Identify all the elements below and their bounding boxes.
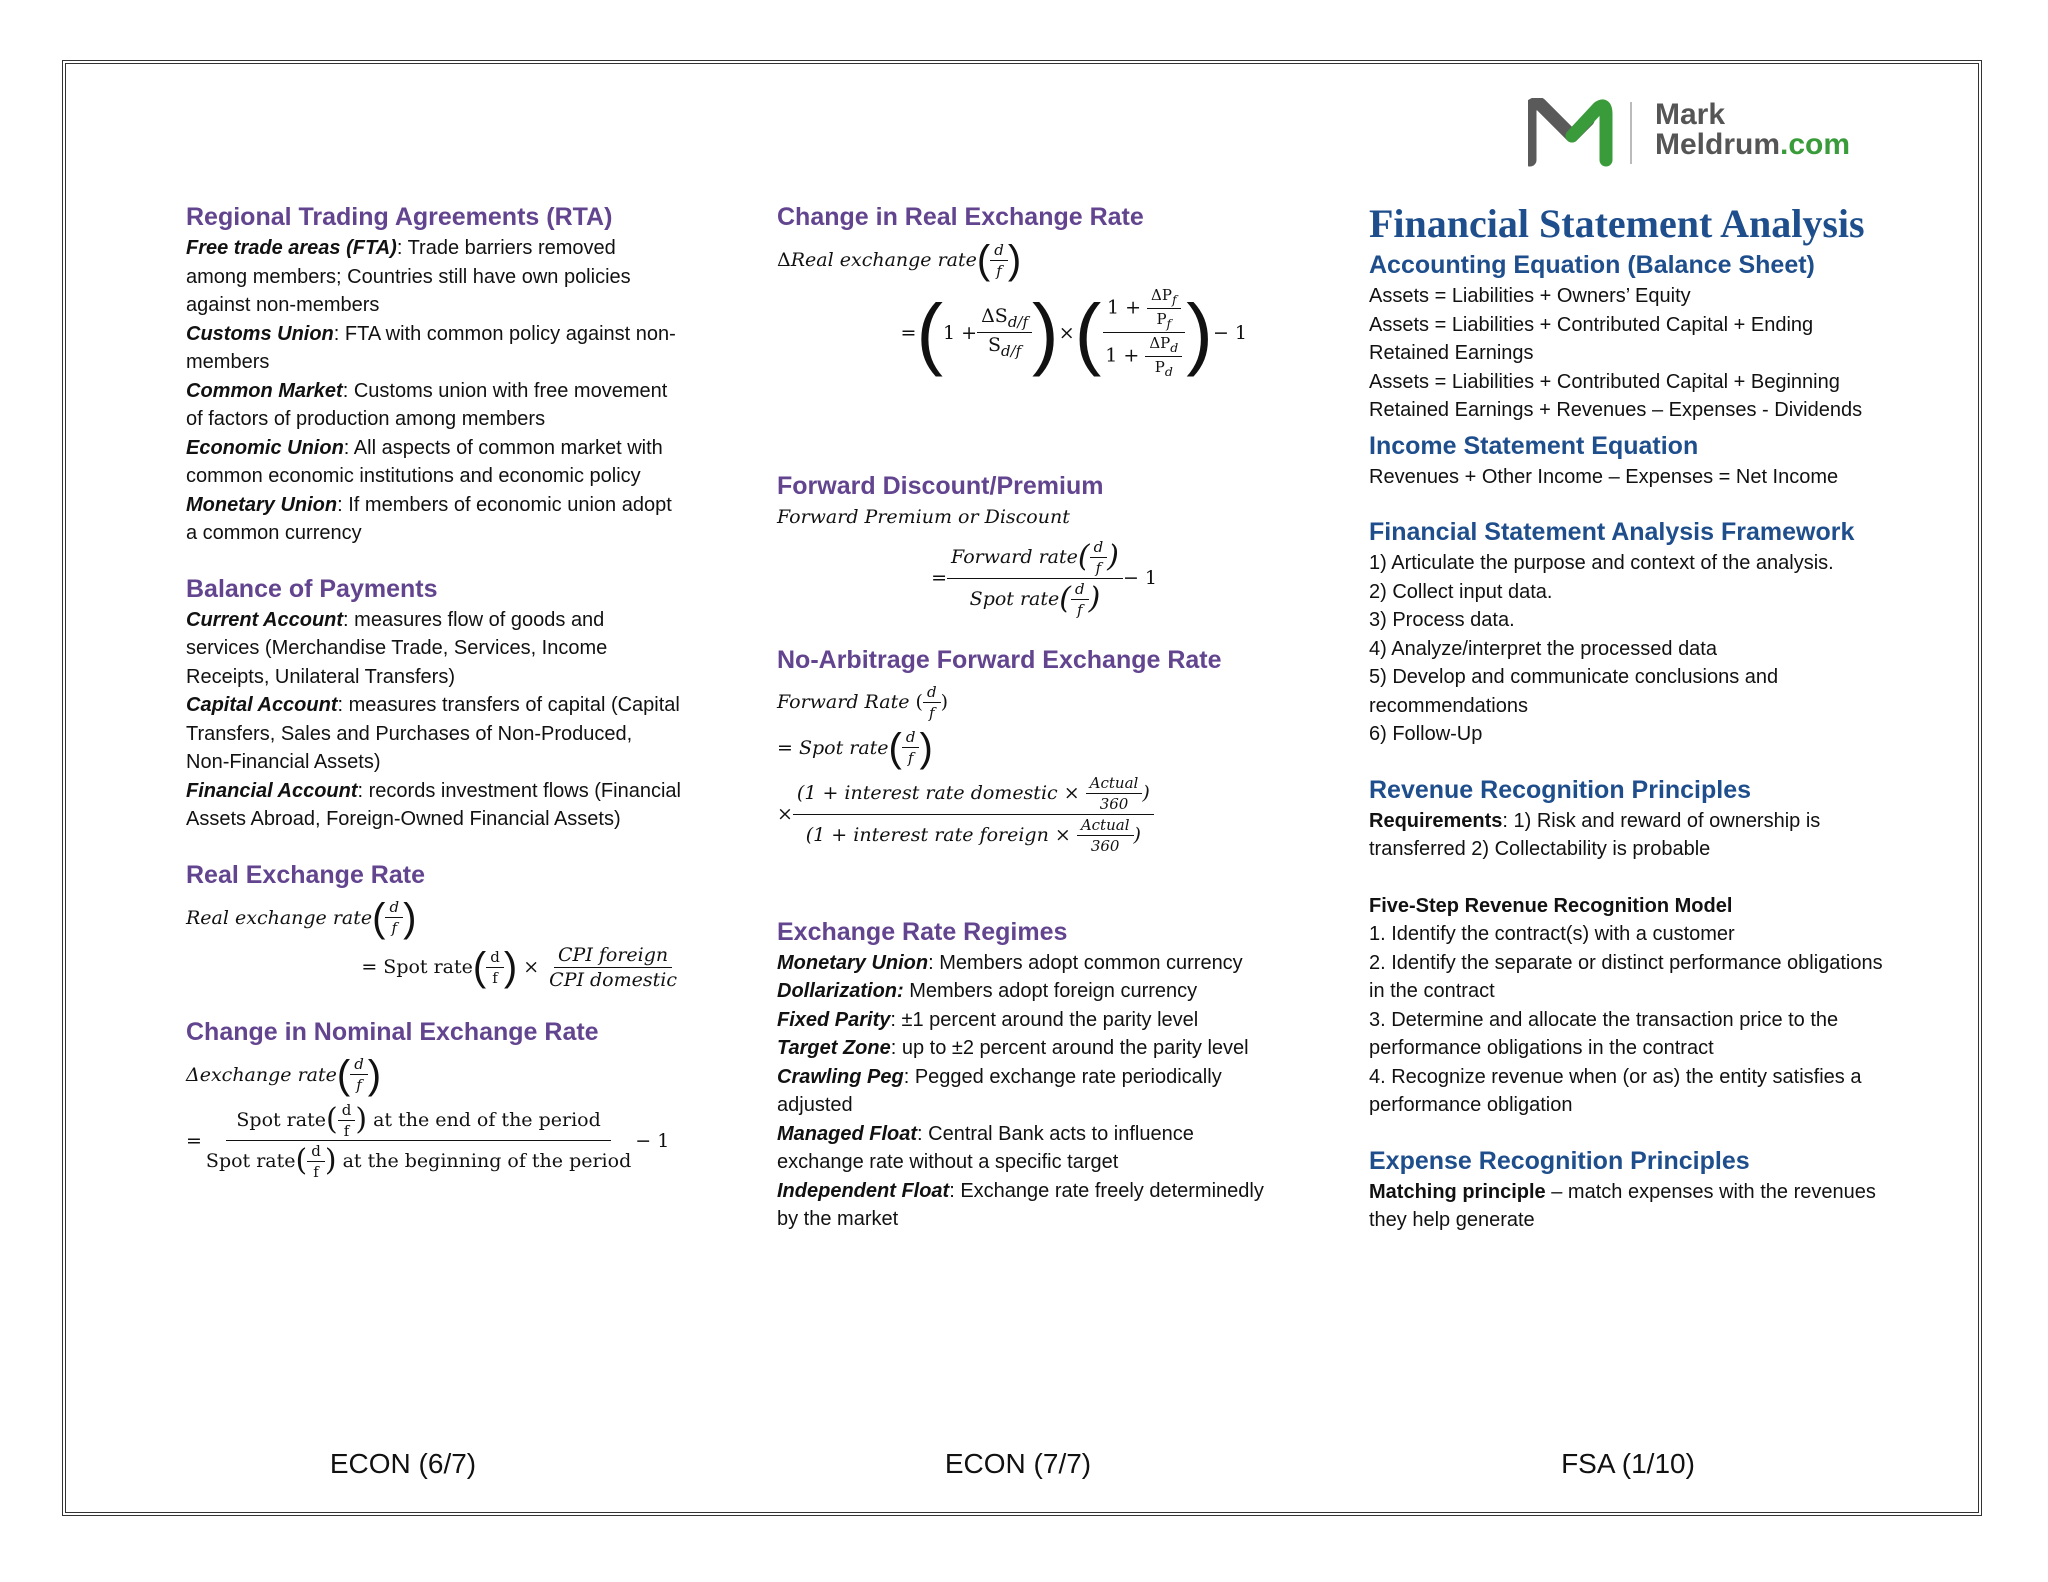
bop-item: Capital Account: measures transfers of capital (Capital Transfers, Sales and Purchases of Non-Produced, Non-Financial Assets) [186,694,680,773]
bop-item: Current Account: measures flow of goods and services (Merchandise Trade, Services, Income Receipts, Unilateral Transfers) [186,608,608,688]
crer-title: Change in Real Exchange Rate [777,203,1144,231]
cner-lhs: Δexchange rate ( $\frac{d}{f}$ ) [186,1052,382,1097]
fdp-title: Forward Discount/Premium [777,472,1104,500]
rta-item: Free trade areas (FTA): Trade barriers removed among members; Countries still have own policies against non-members [186,237,631,316]
footer-mid: ECON (7/7) [944,1448,1092,1479]
crer-rhs: = ( 1 + $\frac{\Delta S_{d/f}}{S_{d/f}}$ ) × ( 1 + $\frac{\Delta P_f}{P_f}$ 1 + $\frac{\Delta P_d}{P_d}$ ) − 1 [900,286,1247,379]
section-fsa-framework [1369,515,1889,749]
logo-line2 [1655,130,1850,160]
regime-item: Managed Float: Central Bank acts to influence exchange rate without a specific target [777,1122,1194,1173]
fsaf-step: 2) Collect input data. [1369,580,1553,603]
ise-line: Revenues + Other Income – Expenses = Net Income [1369,465,1839,488]
rta-title: Regional Trading Agreements (RTA) [186,203,613,231]
nafx-ratio: × (1 + interest rate domestic × $\frac{\text{Actual}}{360}$ ) (1 + interest rate foreign × $\frac{\text{Actual}}{360}$ ) [777,774,1277,855]
section-real-exchange-rate [186,858,681,991]
fdp-rhs: = Forward rate ( $\frac{d}{f}$ ) Spot rate ( $\frac{d}{f}$ ) − 1 [931,537,1157,619]
fsa-main-title: Financial Statement Analysis [1369,201,1865,246]
logo-text [1655,100,1850,160]
bop-title: Balance of Payments [186,574,438,603]
ise-title: Income Statement Equation [1369,431,1699,460]
section-change-nominal-exchange-rate [186,1015,681,1181]
logo-name: Meldrum [1655,128,1781,161]
regime-item: Dollarization: Members adopt foreign currency [777,980,1198,1002]
ae-line: Assets = Liabilities + Contributed Capital + Ending Retained Earnings [1369,313,1814,364]
fsaf-step: 3) Process data. [1369,609,1515,631]
fsaf-step: 1) Articulate the purpose and context of the analysis. [1369,552,1834,574]
footer-left: ECON (6/7) [329,1448,477,1479]
rta-item: Monetary Union: If members of economic union adopt a common currency [186,493,672,544]
section-accounting-equation [1369,248,1889,425]
rta-item: Economic Union: All aspects of common market with common economic institutions and economic policy [186,436,663,487]
cner-title: Change in Nominal Exchange Rate [186,1017,599,1046]
rta-item: Common Market: Customs union with free movement of factors of production among members [186,379,668,430]
rer-rhs: = Spot rate ( $\frac{d}{f}$ ) × $\frac{\text{CPI foreign}}{\text{CPI domestic}}$ [361,943,677,991]
nafx-title: No-Arbitrage Forward Exchange Rate [777,645,1222,674]
ae-title: Accounting Equation (Balance Sheet) [1369,251,1815,279]
nafx-spot: = Spot rate ( $\frac{d}{f}$ ) [777,725,933,770]
logo-line1: Mark [1655,98,1726,131]
erp-title: Expense Recognition Principles [1369,1146,1750,1175]
rrp-title: Revenue Recognition Principles [1369,775,1752,804]
column-fsa-1 [1369,200,1889,1259]
rrp-step: 1. Identify the contract(s) with a customer [1369,923,1735,945]
fsaf-step: 4) Analyze/interpret the processed data [1369,637,1717,660]
section-exchange-rate-regimes [777,915,1277,1234]
logo-domain: .com [1780,128,1851,161]
section-income-statement-equation [1369,429,1889,492]
nafx-lhs: Forward Rate ( $\frac{d}{f}$ ) [777,682,948,722]
bop-item: Financial Account: records investment flows (Financial Assets Abroad, Foreign-Owned Financial Assets) [186,779,681,830]
err-title: Exchange Rate Regimes [777,917,1068,946]
section-forward-discount-premium [777,469,1277,619]
section-revenue-recognition [1369,773,1889,1120]
regime-item: Independent Float: Exchange rate freely determinedly by the market [777,1179,1264,1230]
rrp-requirements: Requirements: 1) Risk and reward of ownership is transferred 2) Collectability is probable [1369,809,1821,860]
regime-item: Target Zone: up to ±2 percent around the parity level [777,1037,1249,1059]
section-balance-of-payments [186,572,681,834]
column-econ-6 [186,200,681,1205]
column-econ-7 [777,200,1277,1258]
rrp-step: 3. Determine and allocate the transaction price to the performance obligations in the contract [1369,1008,1839,1059]
section-rta [186,200,681,548]
ae-line: Assets = Liabilities + Owners’ Equity [1369,285,1691,307]
regime-item: Crawling Peg: Pegged exchange rate periodically adjusted [777,1065,1222,1116]
regime-item: Fixed Parity: ±1 percent around the parity level [777,1008,1199,1031]
rrp-step: 2. Identify the separate or distinct performance obligations in the contract [1369,951,1883,1002]
fsaf-step: 6) Follow-Up [1369,723,1483,745]
section-change-real-exchange-rate [777,200,1277,379]
rer-lhs: Real exchange rate ( $\frac{d}{f}$ ) [186,895,417,940]
rrp-model-title: Five-Step Revenue Recognition Model [1369,894,1733,917]
rta-item: Customs Union: FTA with common policy against non-members [186,322,676,373]
fdp-lhs: Forward Premium or Discount [777,506,1070,528]
crer-lhs: Δ Real exchange rate ( $\frac{d}{f}$ ) [777,238,1022,282]
rer-title: Real Exchange Rate [186,860,425,889]
erp-text: Matching principle – match expenses with the revenues they help generate [1369,1180,1876,1231]
regime-item: Monetary Union: Members adopt common currency [777,951,1243,974]
fsaf-step: 5) Develop and communicate conclusions and recommendations [1369,666,1779,717]
ae-line: Assets = Liabilities + Contributed Capital + Beginning Retained Earnings + Revenues – Expenses - Dividends [1369,370,1863,421]
footer-right: FSA (1/10) [1561,1448,1695,1479]
section-no-arbitrage-forward [777,643,1277,855]
rrp-step: 4. Recognize revenue when (or as) the entity satisfies a performance obligation [1369,1065,1862,1116]
section-expense-recognition [1369,1144,1889,1235]
cner-rhs: = Spot rate ( $\frac{d}{f}$ ) at the end of the period Spot rate ( $\frac{d}{f}$ ) at the beginning of the period − 1 [186,1100,670,1181]
fsaf-title: Financial Statement Analysis Framework [1369,518,1855,546]
